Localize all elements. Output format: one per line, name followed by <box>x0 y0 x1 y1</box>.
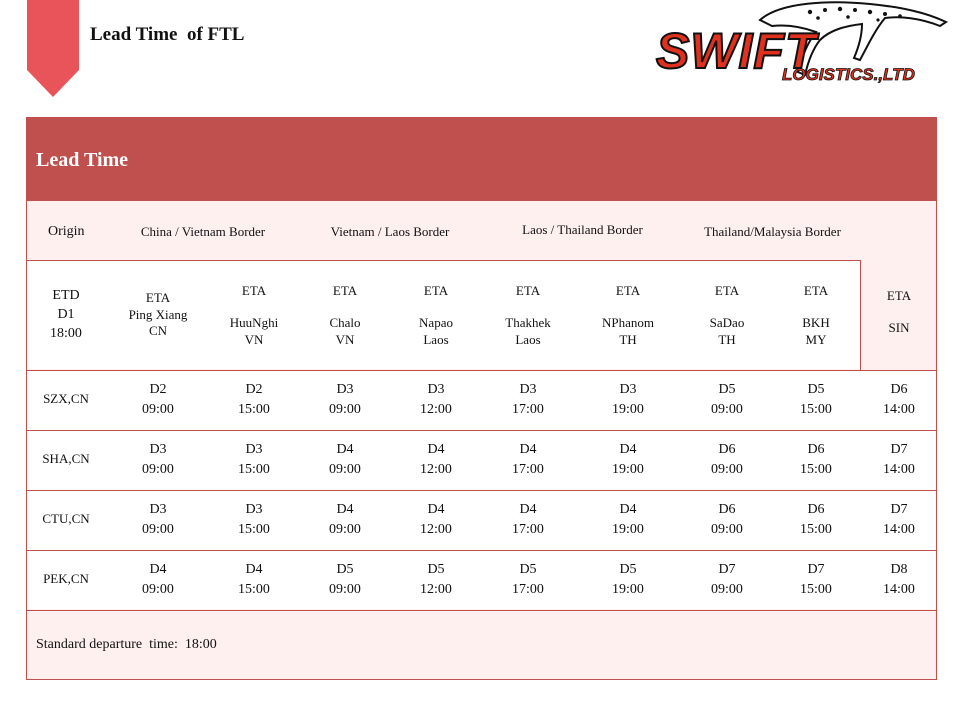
eta-column-place: HuuNghi VN <box>229 315 279 347</box>
group-thailand-malaysia: Thailand/Malaysia Border <box>704 224 841 239</box>
etd-time: 18:00 <box>50 326 82 341</box>
lead-time-cell: D7 09:00 <box>711 562 743 597</box>
lead-time-cell: D4 09:00 <box>142 562 174 597</box>
eta-column-place: Ping Xiang CN <box>128 307 188 338</box>
eta-column-header: ETA <box>803 283 829 298</box>
eta-column-header: ETA <box>615 283 641 298</box>
lead-time-cell: D6 09:00 <box>711 502 743 537</box>
lead-time-cell: D4 09:00 <box>329 442 361 477</box>
logo-subtitle: LOGISTICS.,LTD <box>782 65 915 84</box>
lead-time-cell: D4 17:00 <box>512 442 544 477</box>
table-heading: Lead Time <box>36 149 129 171</box>
etd-cell <box>46 286 86 343</box>
lead-time-cell: D6 15:00 <box>800 502 832 537</box>
lead-time-cell: D5 09:00 <box>711 382 743 417</box>
company-logo <box>650 0 950 100</box>
lead-time-cell: D3 15:00 <box>238 442 270 477</box>
group-laos-thailand: Laos / Thailand Border <box>522 222 643 237</box>
lead-time-cell: D4 12:00 <box>420 442 452 477</box>
lead-time-cell: D6 15:00 <box>800 442 832 477</box>
lead-time-cell: D6 09:00 <box>711 442 743 477</box>
origin-label: Origin <box>48 224 85 239</box>
lead-time-cell: D3 09:00 <box>142 502 174 537</box>
eta-column-header: ETA <box>145 290 171 305</box>
eta-column-place: BKH MY <box>802 315 830 347</box>
eta-column-place: Chalo VN <box>329 315 361 347</box>
eta-column-header: ETA <box>714 283 740 298</box>
lead-time-cell: D8 14:00 <box>883 562 915 597</box>
etd-day: D1 <box>57 307 75 322</box>
eta-column-place: SIN <box>888 320 910 335</box>
bookmark-ribbon <box>27 0 79 97</box>
lead-time-cell: D3 17:00 <box>512 382 544 417</box>
lead-time-cell: D3 15:00 <box>238 502 270 537</box>
lead-time-cell: D3 19:00 <box>612 382 644 417</box>
eta-column-header: ETA <box>332 283 358 298</box>
lead-time-cell: D2 09:00 <box>142 382 174 417</box>
slide-title: Lead Time of FTL <box>90 24 245 45</box>
eta-column-place: NPhanom TH <box>602 315 654 347</box>
group-china-vietnam: China / Vietnam Border <box>140 224 266 239</box>
eta-column-header: ETA <box>886 288 912 303</box>
lead-time-cell: D7 14:00 <box>883 502 915 537</box>
row-origin: SHA,CN <box>42 451 90 466</box>
lead-time-cell: D5 12:00 <box>420 562 452 597</box>
lead-time-cell: D4 15:00 <box>238 562 270 597</box>
logo-wordmark: SWIFT <box>656 23 817 79</box>
row-origin: PEK,CN <box>43 571 89 586</box>
row-origin: SZX,CN <box>43 391 89 406</box>
row-origin: CTU,CN <box>42 511 90 526</box>
eta-column-header: ETA <box>515 283 541 298</box>
etd-label: ETD <box>52 288 80 303</box>
eta-column-place: Thakhek Laos <box>505 315 551 347</box>
lead-time-cell: D7 14:00 <box>883 442 915 477</box>
group-vietnam-laos: Vietnam / Laos Border <box>330 224 450 239</box>
lead-time-cell: D5 15:00 <box>800 382 832 417</box>
lead-time-cell: D2 15:00 <box>238 382 270 417</box>
lead-time-cell: D4 17:00 <box>512 502 544 537</box>
lead-time-cell: D4 09:00 <box>329 502 361 537</box>
lead-time-cell: D7 15:00 <box>800 562 832 597</box>
lead-time-cell: D5 17:00 <box>512 562 544 597</box>
lead-time-cell: D4 19:00 <box>612 442 644 477</box>
eta-column-header: ETA <box>241 283 267 298</box>
standard-departure-note: Standard departure time: 18:00 <box>36 637 217 652</box>
table-heading-bar <box>26 117 937 201</box>
lead-time-cell: D6 14:00 <box>883 382 915 417</box>
lead-time-cell: D3 09:00 <box>329 382 361 417</box>
lead-time-cell: D5 19:00 <box>612 562 644 597</box>
eta-column-header: ETA <box>423 283 449 298</box>
eta-column-place: SaDao TH <box>709 315 745 347</box>
lead-time-cell: D3 12:00 <box>420 382 452 417</box>
lead-time-cell: D4 19:00 <box>612 502 644 537</box>
lead-time-cell: D3 09:00 <box>142 442 174 477</box>
lead-time-cell: D5 09:00 <box>329 562 361 597</box>
lead-time-cell: D4 12:00 <box>420 502 452 537</box>
eta-column-place: Napao Laos <box>419 315 453 347</box>
